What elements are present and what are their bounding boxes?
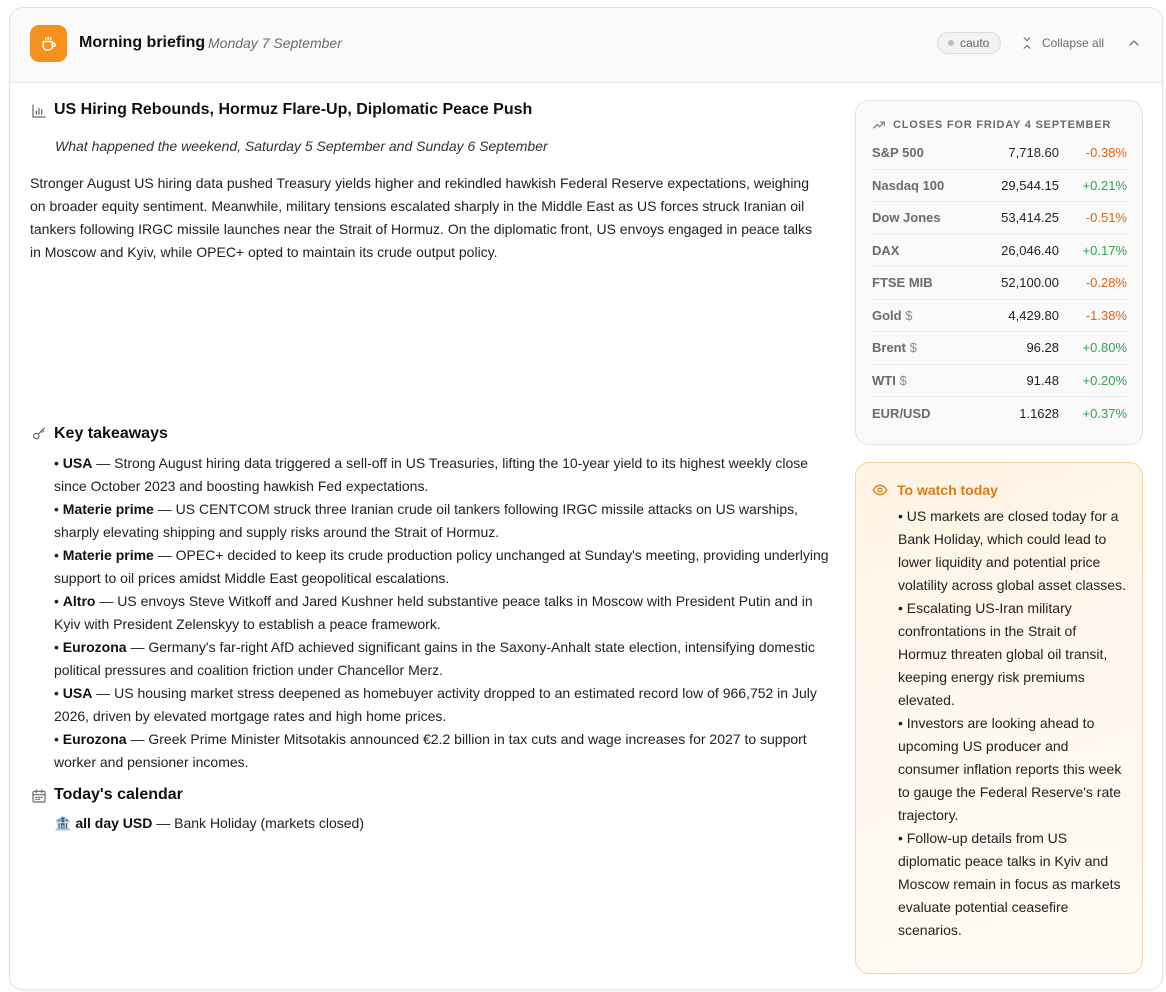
key-icon xyxy=(31,426,47,442)
closes-row xyxy=(872,202,1127,235)
takeaway-tag: Materie prime xyxy=(62,501,154,517)
collapse-all-label: Collapse all xyxy=(1042,36,1105,50)
instrument-change: +0.20% xyxy=(1082,372,1127,388)
badge-label: cauto xyxy=(960,36,990,50)
instrument-change: -0.38% xyxy=(1085,145,1127,161)
closes-row xyxy=(872,397,1127,430)
instrument-change: -0.51% xyxy=(1085,210,1127,226)
watch-header xyxy=(872,482,998,498)
instrument-unit: $ xyxy=(909,340,917,356)
coffee-icon xyxy=(30,25,67,62)
source-badge xyxy=(937,32,1001,54)
headline-title: US Hiring Rebounds, Hormuz Flare-Up, Diplomatic Peace Push xyxy=(54,101,533,118)
briefing-card xyxy=(9,7,1163,990)
instrument-name: EUR/USD xyxy=(872,405,931,421)
instrument-name: FTSE MIB xyxy=(872,275,933,291)
watch-title: To watch today xyxy=(897,482,998,498)
instrument-change: +0.80% xyxy=(1082,340,1127,356)
instrument-unit: $ xyxy=(899,372,907,388)
takeaways-title: Key takeaways xyxy=(54,425,168,442)
calendar-title: Today's calendar xyxy=(54,786,183,803)
instrument-name: Nasdaq 100 xyxy=(872,177,945,193)
closes-row xyxy=(872,365,1127,398)
takeaway-item: • Altro — US envoys Steve Witkoff and Jared Kushner held substantive peace talks in Moscow with President Putin and in Kyiv with President Zelenskyy to establish a peace framework. xyxy=(54,593,813,632)
takeaway-tag: Materie prime xyxy=(62,547,154,563)
instrument-value: 52,100.00 xyxy=(1001,275,1059,291)
instrument-name: Gold $ xyxy=(872,307,913,323)
takeaway-item: • USA — Strong August hiring data triggered a sell-off in US Treasuries, lifting the 10-year yield to its highest weekly close since October 2023 and boosting hawkish Fed expectations. xyxy=(54,455,809,494)
market-closes-panel xyxy=(855,100,1143,445)
briefing-date: Monday 7 September xyxy=(208,35,342,51)
takeaway-item: • Eurozona — Greek Prime Minister Mitsotakis announced €2.2 billion in tax cuts and wage increases for 2027 to support worker and pensioner incomes. xyxy=(54,731,807,770)
closes-row xyxy=(872,235,1127,268)
briefing-title: Morning briefing xyxy=(79,34,206,51)
watch-item: • US markets are closed today for a Bank Holiday, which could lead to lower liquidity and potential price volatility across global asset classes. xyxy=(898,508,1126,593)
chevron-up-icon[interactable] xyxy=(1126,35,1142,51)
watch-item: • Escalating US-Iran military confrontations in the Strait of Hormuz threaten global oil transit, keeping energy risk premiums elevated. xyxy=(898,600,1108,708)
takeaway-tag: Eurozona xyxy=(62,639,127,655)
watch-item: • Follow-up details from US diplomatic peace talks in Kyiv and Moscow remain in focus as markets evaluate potential ceasefire scenarios. xyxy=(898,830,1121,938)
briefing-header[interactable] xyxy=(10,8,1162,83)
watch-list xyxy=(898,505,1126,942)
closes-title: CLOSES FOR FRIDAY 4 SEPTEMBER xyxy=(893,119,1112,131)
instrument-value: 91.48 xyxy=(1026,372,1059,388)
instrument-value: 7,718.60 xyxy=(1008,145,1059,161)
instrument-change: +0.21% xyxy=(1082,177,1127,193)
watch-item: • Investors are looking ahead to upcoming US producer and consumer inflation reports this week to gauge the Federal Reserve's rate trajectory. xyxy=(898,715,1122,823)
takeaway-tag: Eurozona xyxy=(62,731,127,747)
closes-row xyxy=(872,267,1127,300)
closes-row xyxy=(872,137,1127,170)
closes-header xyxy=(872,118,1111,132)
calendar-event: 🏦 all day USD — Bank Holiday (markets closed) xyxy=(54,815,364,831)
collapse-all-button[interactable] xyxy=(1020,33,1104,53)
collapse-arrows-icon xyxy=(1020,36,1034,50)
instrument-name: Brent $ xyxy=(872,340,917,356)
instrument-change: -0.28% xyxy=(1085,275,1127,291)
takeaway-item: • Materie prime — US CENTCOM struck three Iranian crude oil tankers following IRGC missile attacks on US warships, sharply elevating shipping and supply risks around the Strait of Hormuz. xyxy=(54,501,799,540)
instrument-value: 4,429.80 xyxy=(1008,307,1059,323)
instrument-name: WTI $ xyxy=(872,372,907,388)
takeaway-item: • USA — US housing market stress deepened as homebuyer activity dropped to an estimated record low of 966,752 in July 2026, driven by elevated mortgage rates and high home prices. xyxy=(54,685,817,724)
closes-row xyxy=(872,332,1127,365)
takeaways-list xyxy=(54,452,829,774)
badge-dot-icon xyxy=(948,40,954,46)
headline-subtitle: What happened the weekend, Saturday 5 September and Sunday 6 September xyxy=(55,138,548,154)
eye-icon xyxy=(872,482,888,498)
instrument-name: Dow Jones xyxy=(872,210,941,226)
watch-today-panel xyxy=(855,462,1143,974)
instrument-name: DAX xyxy=(872,242,900,258)
bar-chart-icon xyxy=(31,103,47,119)
instrument-unit: $ xyxy=(905,307,913,323)
takeaway-item: • Eurozona — Germany's far-right AfD achieved significant gains in the Saxony-Anhalt state election, intensifying domestic political pressures and coalition friction under Chancellor Merz. xyxy=(54,639,815,678)
takeaway-item: • Materie prime — OPEC+ decided to keep its crude production policy unchanged at Sunday's meeting, providing underlying support to oil prices amidst Middle East geopolitical escalations. xyxy=(54,547,829,586)
instrument-change: +0.17% xyxy=(1082,242,1127,258)
instrument-value: 53,414.25 xyxy=(1001,210,1059,226)
closes-row xyxy=(872,170,1127,203)
trending-up-icon xyxy=(872,118,886,132)
calendar-icon xyxy=(31,788,47,804)
instrument-value: 1.1628 xyxy=(1019,405,1059,421)
instrument-value: 96.28 xyxy=(1026,340,1059,356)
closes-table xyxy=(872,137,1127,430)
instrument-value: 29,544.15 xyxy=(1001,177,1059,193)
takeaway-tag: USA xyxy=(62,455,93,471)
takeaway-tag: USA xyxy=(62,685,93,701)
event-text: Bank Holiday (markets closed) xyxy=(174,815,364,831)
instrument-name: S&P 500 xyxy=(872,145,924,161)
event-time: all day USD xyxy=(75,815,153,831)
closes-row xyxy=(872,300,1127,333)
instrument-change: -1.38% xyxy=(1085,307,1127,323)
summary-paragraph: Stronger August US hiring data pushed Treasury yields higher and rekindled hawkish Federal Reserve expectations, weighing on broader equity sentiment. Meanwhile, military tensions escalated sharply in the Middle East as US forces struck Iranian oil tankers following IRGC missile launches near the Strait of Hormuz. On the diplomatic front, US envoys engaged in peace talks in Moscow and Kyiv, while OPEC+ opted to maintain its crude output policy. xyxy=(30,175,813,260)
takeaway-tag: Altro xyxy=(62,593,96,609)
bank-icon: 🏦 xyxy=(54,815,72,831)
instrument-change: +0.37% xyxy=(1082,405,1127,421)
instrument-value: 26,046.40 xyxy=(1001,242,1059,258)
